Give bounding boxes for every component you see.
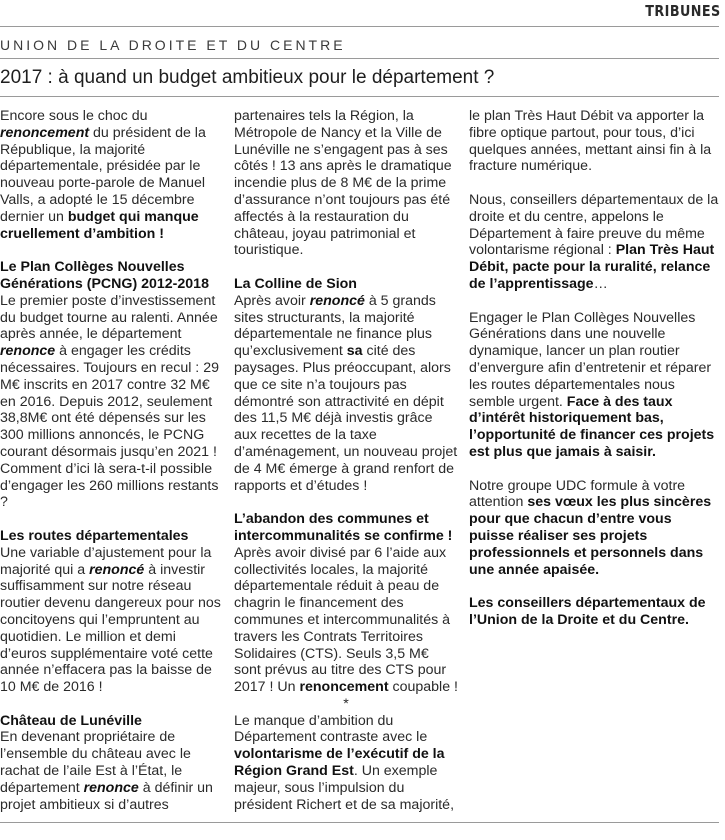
pcng-section: Le Plan Collèges Nouvelles Générations (PCNG) 2012-2018 Le premier poste d’investissement du budget tourne au ralenti. Année après année, le département renonce à engager les crédits nécessaires. Toujours en recul : 29 M€ inscrits en 2017 contre 32 M€ en 2016. Depuis 2012, seulement 38,8M€ ont été dépensés sur les 300 millions annoncés, le PCNG courant désormais jusqu’en 2021 ! Comment d’ici là sera-t-il possible d’engager les 260 millions restants ? <box>0 259 224 511</box>
chateau-section: Château de Lunéville En devenant propriétaire de l’ensemble du château avec le rachat de l’aile Est à l’État, le département renonce à définir un projet ambitieux si d’autres <box>0 713 224 814</box>
sion-heading: La Colline de Sion <box>234 275 357 292</box>
voeux-paragraph: Notre groupe UDC formule à votre attention ses vœux les plus sincères pour que chacun d’entre vous puisse réaliser ses projets professionnels et personnels dans une année apaisée. <box>469 477 712 578</box>
routes-section: Les routes départementales Une variable d’ajustement pour la majorité qui a renoncé à investir suffisamment sur notre réseau routier devenu dangereux pour nos concitoyens qui l’empruntent au quotidien. Le million et demi d’euros supplémentaire voté cette année n’effacera pas la baisse de 10 M€ de 2016 ! <box>0 528 224 696</box>
group-name: UNION DE LA DROITE ET DU CENTRE <box>0 37 346 53</box>
group-divider <box>0 58 719 59</box>
engager-paragraph: Engager le Plan Collèges Nouvelles Générations dans une nouvelle dynamique, lancer un plan routier d’envergure afin d’entretenir et réparer les routes départementales nous semble urgent. Face à des taux d’intérêt historiquement bas, l’opportunité de financer ces projets est plus que jamais à saisir. <box>469 309 715 460</box>
communes-heading: L’abandon des communes et intercommunalités se confirme ! <box>234 511 453 544</box>
pcng-heading: Le Plan Collèges Nouvelles Générations (PCNG) 2012-2018 <box>0 259 209 292</box>
routes-heading: Les routes départementales <box>0 527 189 544</box>
article-column-1 <box>0 108 224 830</box>
article-column-2 <box>234 108 458 830</box>
appel-paragraph: Nous, conseillers départementaux de la droite et du centre, appelons le Département à faire preuve du même volontarisme régional : Plan Très Haut Débit, pacte pour la ruralité, relance de l’apprentissage… <box>469 191 719 292</box>
chateau-continuation: partenaires tels la Région, la Métropole de Nancy et la Ville de Lunéville ne s’engagent pas à ses côtés ! 13 ans après le dramatique incendie plus de 8 M€ de la prime d’assurance n’ont toujours pas été affectés à la restauration du château, joyau patrimonial et touristique. <box>234 108 452 259</box>
region-paragraph: Le manque d’ambition du Département contraste avec le volontarisme de l’exécutif de la Région Grand Est. Un exemple majeur, sous l’impulsion du président Richert et de sa majorité, <box>234 712 455 813</box>
article-headline: 2017 : à quand un budget ambitieux pour le département ? <box>0 67 495 88</box>
article-column-3 <box>469 108 719 646</box>
intro-paragraph: Encore sous le choc du renoncement du président de la République, la majorité départementale, présidée par le nouveau porte-parole de Manuel Valls, a adopté le 15 décembre dernier un budget qui manque cruellement d’ambition ! <box>0 108 206 242</box>
top-divider <box>0 26 719 27</box>
section-tag: TRIBUNES <box>645 2 721 20</box>
section-separator: * <box>343 695 349 712</box>
communes-section: L’abandon des communes et intercommunalités se confirme ! Après avoir divisé par 6 l’aide aux collectivités locales, la majorité départementale réduit à peau de chagrin le financement des communes et intercommunalités à travers les Contrats Territoires Solidaires (CTS). Seuls 3,5 M€ sont prévus au titre des CTS pour 2017 ! Un renoncement coupable ! * <box>234 511 458 712</box>
sion-section: La Colline de Sion Après avoir renoncé à 5 grands sites structurants, la majorité départementale ne finance plus qu’exclusivement sa cité des paysages. Plus préoccupant, alors que ce site n’a toujours pas démontré son attractivité en dépit des 11,5 M€ déjà investis grâce aux recettes de la taxe d’aménagement, un nouveau projet de 4 M€ émerge à grand renfort de rapports et d’études ! <box>234 275 458 494</box>
bottom-divider <box>0 822 719 823</box>
headline-divider <box>0 96 719 97</box>
chateau-heading: Château de Lunéville <box>0 712 142 729</box>
thd-continuation: le plan Très Haut Débit va apporter la fibre optique partout, pour tous, d’ici quelques années, mettant ainsi fin à la fracture numérique. <box>469 108 712 175</box>
signature: Les conseillers départementaux de l’Union de la Droite et du Centre. <box>469 595 706 628</box>
